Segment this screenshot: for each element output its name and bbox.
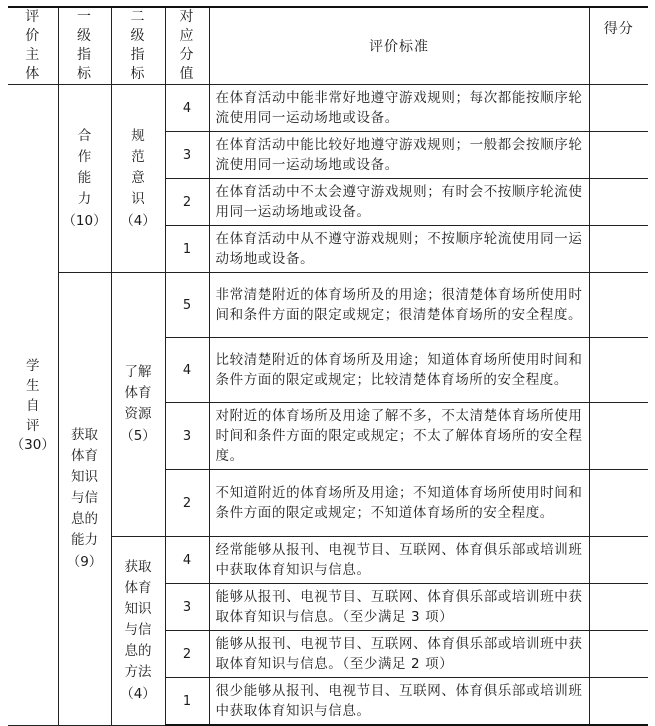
score-cell[interactable]	[589, 403, 648, 470]
header-points	[165, 7, 209, 85]
level1-text: 获取体育知识与信息的能力	[71, 426, 98, 548]
points-value: 3	[165, 584, 209, 631]
level2-cell-methods	[111, 537, 165, 726]
table-row	[8, 273, 648, 338]
evaluation-table	[8, 6, 648, 726]
score-cell[interactable]	[589, 338, 648, 403]
level2-text: 了解体育资源	[124, 364, 152, 422]
level1-points: （9）	[66, 553, 103, 570]
criteria-text: 能够从报刊、电视节目、互联网、体育俱乐部或培训班中获取体育知识与信息。（至少满足 3 项）	[209, 584, 589, 631]
points-value: 4	[165, 85, 209, 132]
criteria-text: 经常能够从报刊、电视节目、互联网、体育俱乐部或培训班中获取体育知识与信息。	[209, 537, 589, 584]
score-cell[interactable]	[589, 537, 648, 584]
points-value: 3	[165, 403, 209, 470]
score-cell[interactable]	[589, 678, 648, 726]
score-cell[interactable]	[589, 226, 648, 273]
header-level2-text: 二级指标	[130, 9, 146, 82]
header-subject	[8, 7, 58, 85]
header-subject-text: 评价主体	[25, 9, 41, 82]
criteria-text: 能够从报刊、电视节目、互联网、体育俱乐部或培训班中获取体育知识与信息。（至少满足 2 项）	[209, 631, 589, 678]
level1-points: （10）	[62, 212, 107, 229]
criteria-text: 比较清楚附近的体育场所及用途；知道体育场所使用时间和条件方面的限定或规定；比较清楚体育场所的安全程度。	[209, 338, 589, 403]
header-points-text: 对应分值	[179, 9, 195, 82]
header-criteria-text: 评价标准	[369, 39, 429, 55]
score-cell[interactable]	[589, 584, 648, 631]
criteria-text: 在体育活动中能非常好地遵守游戏规则；每次都能按顺序轮流使用同一运动场地或设备。	[209, 85, 589, 132]
subject-text: 学生自评	[26, 357, 40, 434]
score-cell[interactable]	[589, 470, 648, 537]
subject-points: （30）	[10, 436, 55, 453]
points-value: 2	[165, 470, 209, 537]
criteria-text: 不知道附近的体育场所及用途；不知道体育场所使用时间和条件方面的限定或规定；不知道体育场所的安全程度。	[209, 470, 589, 537]
points-value: 1	[165, 226, 209, 273]
score-cell[interactable]	[589, 132, 648, 179]
level2-text: 获取体育知识与信息的方法	[124, 558, 152, 680]
header-level1	[58, 7, 111, 85]
header-level2	[111, 7, 165, 85]
points-value: 2	[165, 179, 209, 226]
criteria-text: 在体育活动中能比较好地遵守游戏规则；一般都会按顺序轮流使用同一运动场地或设备。	[209, 132, 589, 179]
points-value: 4	[165, 338, 209, 403]
header-score-text: 得分	[603, 21, 634, 37]
points-value: 4	[165, 537, 209, 584]
score-cell[interactable]	[589, 85, 648, 132]
header-row	[8, 7, 648, 85]
subject-cell	[8, 85, 58, 726]
score-cell[interactable]	[589, 631, 648, 678]
level2-text: 规范意识	[131, 127, 145, 207]
level1-cell-info	[58, 273, 111, 726]
level2-cell-rules	[111, 85, 165, 273]
header-score	[589, 7, 648, 85]
criteria-text: 对附近的体育场所及用途了解不多，不太清楚体育场所使用时间和条件方面的限定或规定；不太了解体育场所的安全程度。	[209, 403, 589, 470]
points-value: 5	[165, 273, 209, 338]
points-value: 2	[165, 631, 209, 678]
level1-cell-cooperation	[58, 85, 111, 273]
criteria-text: 很少能够从报刊、电视节目、互联网、体育俱乐部或培训班中获取体育知识与信息。	[209, 678, 589, 726]
score-cell[interactable]	[589, 273, 648, 338]
criteria-text: 非常清楚附近的体育场所及的用途；很清楚体育场所使用时间和条件方面的限定或规定；很清楚体育场所的安全程度。	[209, 273, 589, 338]
level2-cell-resources	[111, 273, 165, 537]
table-row	[8, 85, 648, 132]
level2-points: （5）	[120, 428, 156, 444]
level2-points: （4）	[120, 212, 156, 229]
criteria-text: 在体育活动中从不遵守游戏规则；不按顺序轮流使用同一运动场地或设备。	[209, 226, 589, 273]
criteria-text: 在体育活动中不太会遵守游戏规则；有时会不按顺序轮流使用同一运动场地或设备。	[209, 179, 589, 226]
points-value: 1	[165, 678, 209, 726]
score-cell[interactable]	[589, 179, 648, 226]
level1-text: 合作能力	[77, 127, 92, 207]
points-value: 3	[165, 132, 209, 179]
level2-points: （4）	[120, 685, 156, 702]
header-criteria	[209, 7, 589, 85]
header-level1-text: 一级指标	[77, 9, 92, 82]
